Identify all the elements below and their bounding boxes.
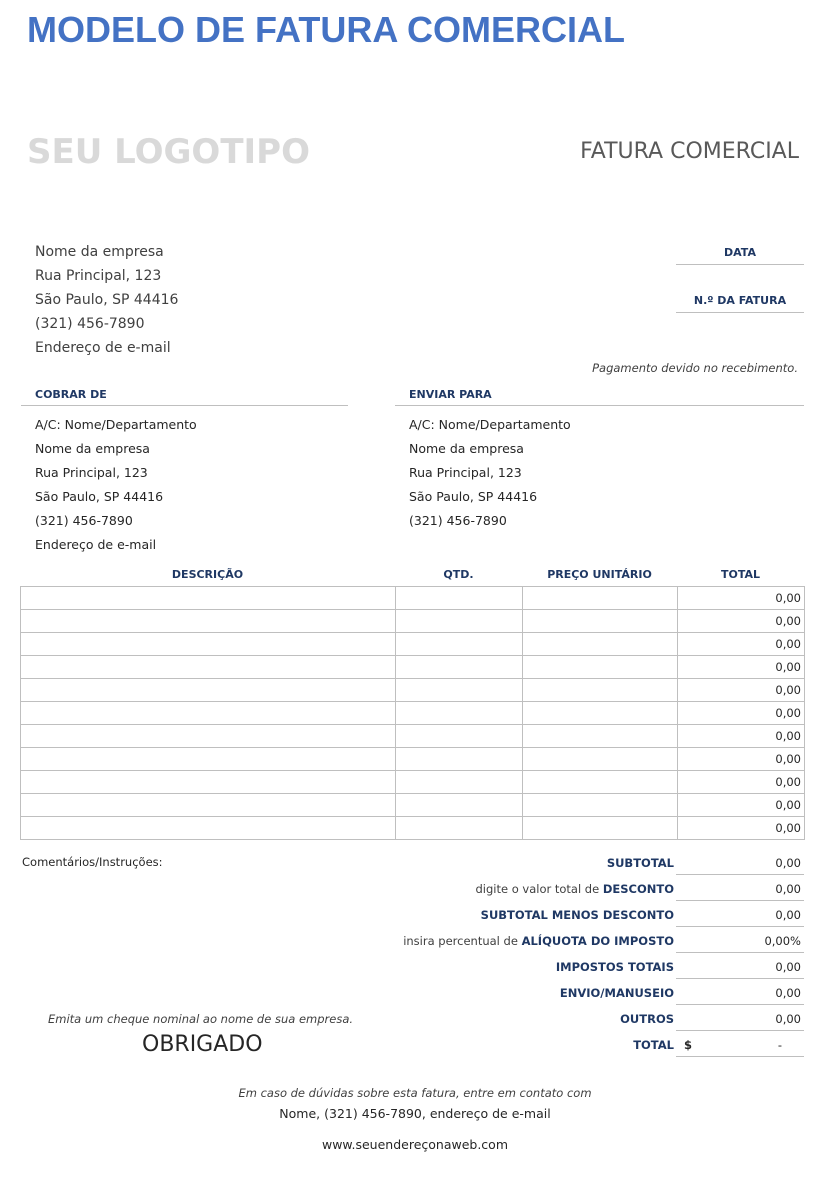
cell-total[interactable]: 0,00: [678, 725, 805, 748]
company-name[interactable]: Nome da empresa: [35, 244, 164, 260]
cell-qty[interactable]: [396, 771, 523, 794]
discount-label: [475, 876, 674, 902]
cheque-note: Emita um cheque nominal ao nome de sua empresa.: [48, 1012, 354, 1026]
table-row: [21, 633, 805, 656]
cell-description[interactable]: [21, 748, 396, 771]
cell-total[interactable]: 0,00: [678, 794, 805, 817]
cell-total[interactable]: 0,00: [678, 702, 805, 725]
bill-to-address: [35, 414, 197, 558]
comments-label: Comentários/Instruções:: [22, 855, 163, 869]
cell-total[interactable]: 0,00: [678, 817, 805, 840]
bill-to-line[interactable]: A/C: Nome/Departamento: [35, 417, 197, 432]
ship-to-line[interactable]: (321) 456-7890: [409, 513, 507, 528]
cell-qty[interactable]: [396, 725, 523, 748]
subtotal-value[interactable]: 0,00: [676, 850, 804, 875]
cell-qty[interactable]: [396, 610, 523, 633]
cell-unit-price[interactable]: [523, 702, 678, 725]
cell-qty[interactable]: [396, 748, 523, 771]
discount-prefix: digite o valor total de: [475, 882, 603, 896]
ship-to-line[interactable]: Nome da empresa: [409, 441, 524, 456]
bill-to-line[interactable]: Nome da empresa: [35, 441, 150, 456]
shipping-label: ENVIO/MANUSEIO: [559, 986, 674, 1000]
total-tax-label: IMPOSTOS TOTAIS: [555, 960, 674, 974]
subtotal-label: SUBTOTAL: [606, 856, 674, 870]
column-header-qty: QTD.: [443, 568, 474, 581]
discount-label-text: DESCONTO: [602, 882, 674, 896]
column-header-unit-price: PREÇO UNITÁRIO: [547, 568, 652, 581]
cell-description[interactable]: [21, 702, 396, 725]
cell-description[interactable]: [21, 610, 396, 633]
shipping-value[interactable]: 0,00: [676, 980, 804, 1005]
tax-rate-value[interactable]: 0,00%: [676, 928, 804, 953]
ship-to-heading-label: ENVIAR PARA: [409, 388, 492, 401]
ship-to-line[interactable]: São Paulo, SP 44416: [409, 489, 538, 504]
payment-note: Pagamento devido no recebimento.: [592, 361, 798, 375]
cell-unit-price[interactable]: [523, 725, 678, 748]
bill-to-heading: [21, 384, 348, 406]
subtotal-less-discount-label: SUBTOTAL MENOS DESCONTO: [480, 908, 674, 922]
discount-value[interactable]: 0,00: [676, 876, 804, 901]
cell-total[interactable]: 0,00: [678, 587, 805, 610]
table-row: [21, 794, 805, 817]
cell-total[interactable]: 0,00: [678, 679, 805, 702]
cell-qty[interactable]: [396, 679, 523, 702]
table-row: [21, 587, 805, 610]
page-title: MODELO DE FATURA COMERCIAL: [27, 9, 625, 50]
cell-unit-price[interactable]: [523, 656, 678, 679]
thank-you: OBRIGADO: [142, 1032, 263, 1057]
cell-qty[interactable]: [396, 817, 523, 840]
table-row: [21, 656, 805, 679]
table-row: [21, 817, 805, 840]
tax-rate-prefix: insira percentual de: [403, 934, 522, 948]
cell-description[interactable]: [21, 656, 396, 679]
cell-description[interactable]: [21, 771, 396, 794]
table-row: [21, 748, 805, 771]
ship-to-line[interactable]: Rua Principal, 123: [409, 465, 522, 480]
footer-website[interactable]: www.seuendereçonaweb.com: [321, 1137, 509, 1152]
table-row: [21, 725, 805, 748]
tax-rate-label-text: ALÍQUOTA DO IMPOSTO: [521, 934, 674, 948]
cell-description[interactable]: [21, 587, 396, 610]
total-amount: -: [777, 1038, 782, 1052]
table-row: [21, 679, 805, 702]
company-phone[interactable]: (321) 456-7890: [35, 316, 145, 332]
bill-to-line[interactable]: São Paulo, SP 44416: [35, 489, 164, 504]
total-tax-value[interactable]: 0,00: [676, 954, 804, 979]
cell-total[interactable]: 0,00: [678, 610, 805, 633]
company-street[interactable]: Rua Principal, 123: [35, 268, 162, 284]
cell-unit-price[interactable]: [523, 817, 678, 840]
footer-contact-prompt: Em caso de dúvidas sobre esta fatura, entre em contato com: [238, 1086, 592, 1100]
table-row: [21, 771, 805, 794]
cell-qty[interactable]: [396, 656, 523, 679]
company-email[interactable]: Endereço de e-mail: [35, 340, 171, 356]
logo-placeholder: SEU LOGOTIPO: [27, 132, 310, 172]
total-currency: $: [684, 1038, 693, 1052]
bill-to-line[interactable]: Endereço de e-mail: [35, 537, 157, 552]
cell-total[interactable]: 0,00: [678, 748, 805, 771]
table-row: [21, 702, 805, 725]
cell-qty[interactable]: [396, 702, 523, 725]
cell-unit-price[interactable]: [523, 587, 678, 610]
invoice-number-label: N.º DA FATURA: [693, 294, 787, 307]
cell-total[interactable]: 0,00: [678, 771, 805, 794]
bill-to-heading-label: COBRAR DE: [35, 388, 107, 401]
cell-description[interactable]: [21, 817, 396, 840]
other-value[interactable]: 0,00: [676, 1006, 804, 1031]
cell-qty[interactable]: [396, 633, 523, 656]
total-label: TOTAL: [633, 1038, 674, 1052]
cell-unit-price[interactable]: [523, 771, 678, 794]
cell-description[interactable]: [21, 794, 396, 817]
ship-to-address: [409, 414, 571, 534]
date-label: DATA: [724, 246, 756, 259]
ship-to-heading: [395, 384, 804, 406]
ship-to-line[interactable]: A/C: Nome/Departamento: [409, 417, 571, 432]
cell-description[interactable]: [21, 725, 396, 748]
total-value[interactable]: [676, 1032, 804, 1057]
cell-unit-price[interactable]: [523, 679, 678, 702]
items-table: [20, 586, 805, 840]
subtotal-less-discount-value[interactable]: 0,00: [676, 902, 804, 927]
tax-rate-label: [403, 928, 674, 954]
cell-description[interactable]: [21, 679, 396, 702]
cell-unit-price[interactable]: [523, 633, 678, 656]
column-header-description: DESCRIÇÃO: [171, 568, 244, 581]
cell-description[interactable]: [21, 633, 396, 656]
invoice-number-field[interactable]: [676, 289, 804, 313]
bill-to-line[interactable]: Rua Principal, 123: [35, 465, 148, 480]
company-info: [35, 241, 178, 361]
cell-unit-price[interactable]: [523, 794, 678, 817]
cell-unit-price[interactable]: [523, 610, 678, 633]
cell-total[interactable]: 0,00: [678, 656, 805, 679]
company-city[interactable]: São Paulo, SP 44416: [35, 292, 179, 308]
cell-total[interactable]: 0,00: [678, 633, 805, 656]
cell-qty[interactable]: [396, 794, 523, 817]
table-row: [21, 610, 805, 633]
date-field[interactable]: [676, 241, 804, 265]
footer-contact-details: Nome, (321) 456-7890, endereço de e-mail: [279, 1106, 551, 1121]
other-label: OUTROS: [620, 1012, 674, 1026]
bill-to-line[interactable]: (321) 456-7890: [35, 513, 133, 528]
cell-unit-price[interactable]: [523, 748, 678, 771]
cell-qty[interactable]: [396, 587, 523, 610]
document-type: FATURA COMERCIAL: [580, 139, 799, 164]
column-header-total: TOTAL: [720, 568, 761, 581]
